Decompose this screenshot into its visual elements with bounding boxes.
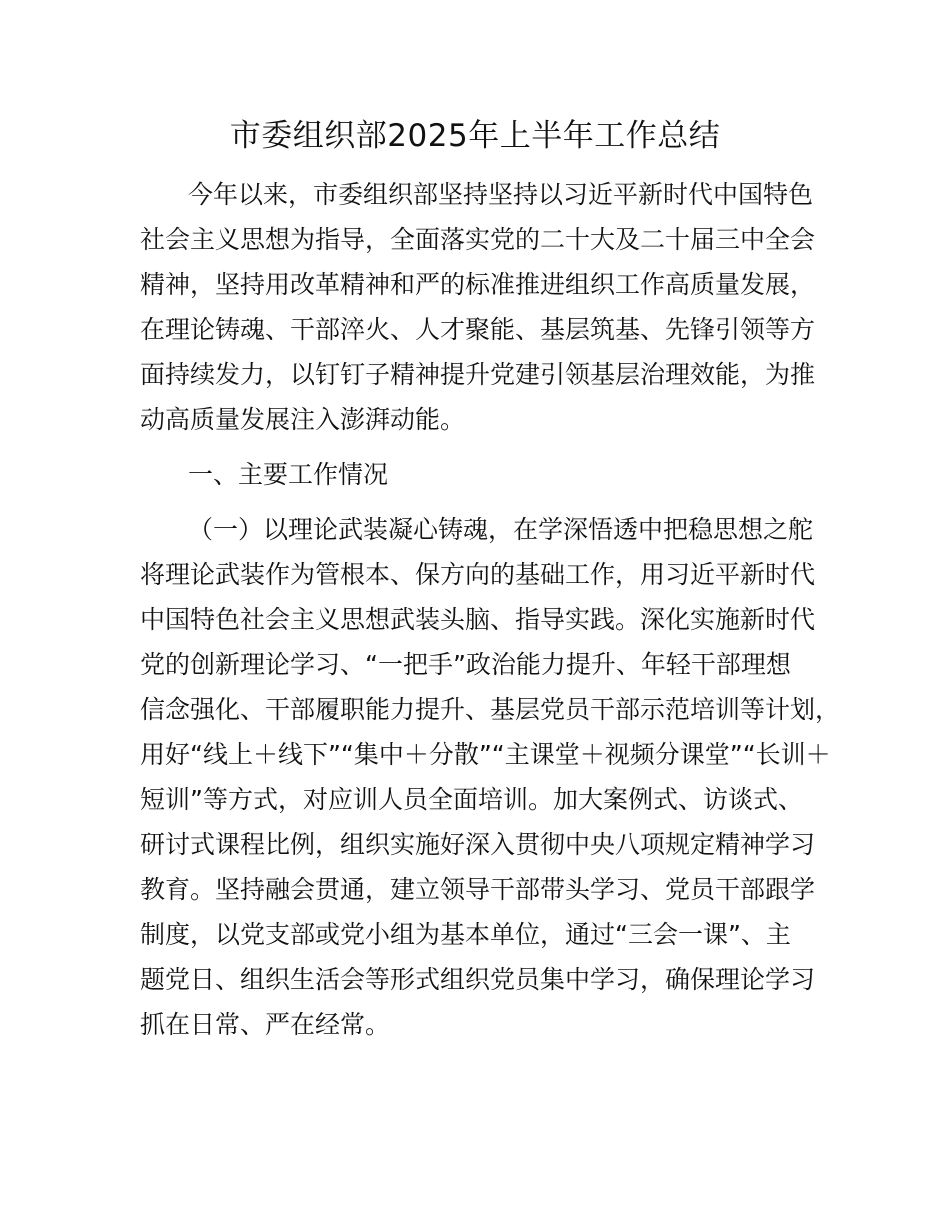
text-line: 中国特色社会主义思想武装头脑、指导实践。深化实施新时代 [140, 605, 816, 634]
text-line: 制度，以党支部或党小组为基本单位，通过“三会一课”、主 [140, 920, 791, 949]
text-line: 面持续发力，以钉钉子精神提升党建引领基层治理效能，为推 [140, 360, 816, 389]
text-line: 用好“线上＋线下”“集中＋分散”“主课堂＋视频分课堂”“长训＋ [140, 740, 831, 769]
text-line: 将理论武装作为管根本、保方向的基础工作，用习近平新时代 [140, 560, 816, 589]
text-line: 社会主义思想为指导，全面落实党的二十大及二十届三中全会 [140, 225, 816, 254]
text-line: 党的创新理论学习、“一把手”政治能力提升、年轻干部理想 [140, 650, 791, 679]
subsection-heading: （一）以理论武装凝心铸魂，在学深悟透中把稳思想之舵 [188, 515, 814, 544]
text-line: 短训”等方式，对应训人员全面培训。加大案例式、访谈式、 [140, 785, 803, 814]
text-line: 题党日、组织生活会等形式组织党员集中学习，确保理论学习 [140, 965, 816, 994]
text-line: 今年以来，市委组织部坚持坚持以习近平新时代中国特色 [188, 180, 814, 209]
text-line: 精神，坚持用改革精神和严的标准推进组织工作高质量发展， [140, 270, 816, 299]
text-line: 抓在日常、严在经常。 [140, 1010, 391, 1039]
text-line: 动高质量发展注入澎湃动能。 [140, 405, 466, 434]
text-line: 在理论铸魂、干部淬火、人才聚能、基层筑基、先锋引领等方 [140, 315, 816, 344]
text-line: 信念强化、干部履职能力提升、基层党员干部示范培训等计划， [140, 695, 841, 724]
text-line: 研讨式课程比例，组织实施好深入贯彻中央八项规定精神学习 [140, 830, 816, 859]
text-line: 教育。坚持融会贯通，建立领导干部带头学习、党员干部跟学 [140, 875, 816, 904]
section-heading: 一、主要工作情况 [188, 460, 389, 489]
document-title: 市委组织部2025年上半年工作总结 [229, 118, 721, 154]
